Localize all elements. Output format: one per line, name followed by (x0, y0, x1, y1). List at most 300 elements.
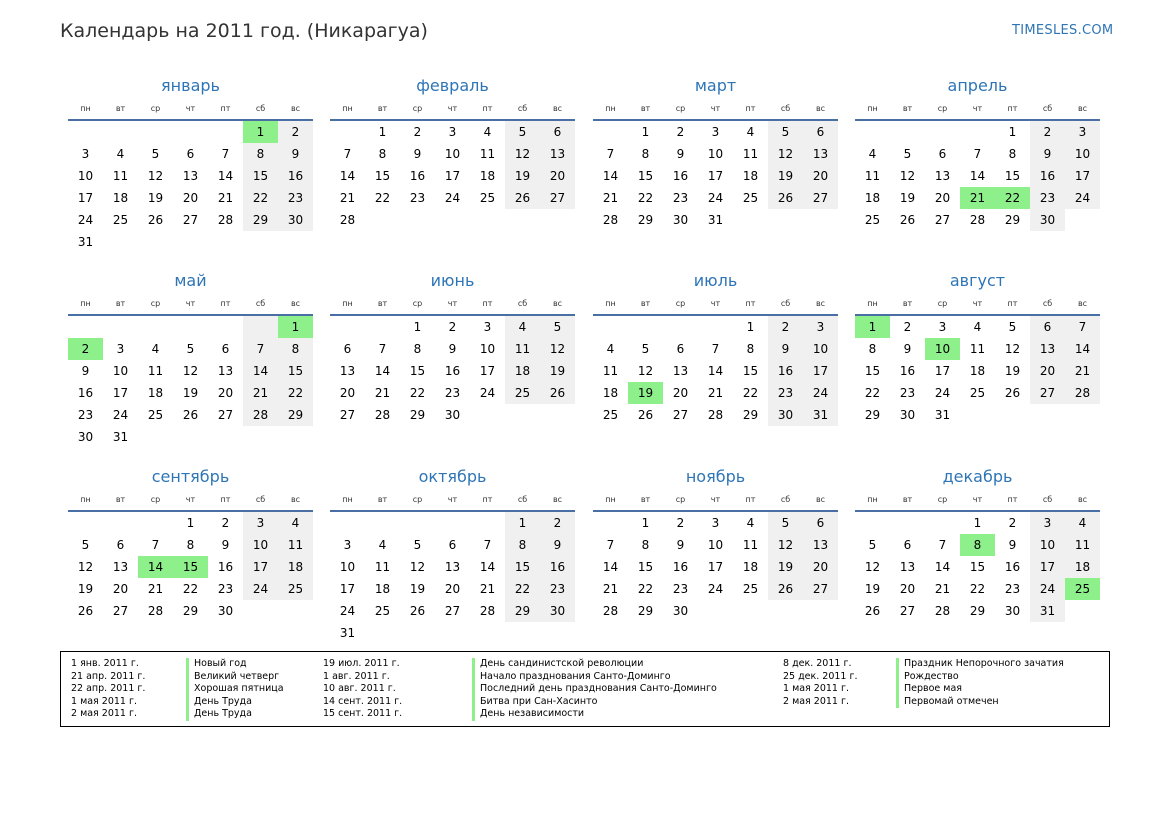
month-7 (593, 270, 838, 426)
day-cell: 14 (479, 560, 496, 574)
day-cell: 13 (1030, 338, 1065, 360)
day-cell: 9 (81, 364, 90, 378)
weekday-label: чт (710, 298, 721, 308)
weekday-label: пт (745, 494, 756, 504)
day-cell: 4 (1065, 512, 1100, 534)
day-cell: 20 (899, 582, 916, 596)
day-cell: 3 (711, 516, 720, 530)
legend-item (783, 683, 1103, 696)
day-cell: 3 (448, 125, 457, 139)
legend-item (71, 696, 321, 709)
weekday-label: пн (342, 103, 353, 113)
day-cell: 12 (505, 143, 540, 165)
legend-date: 2 мая 2011 г. (783, 695, 849, 707)
day-cell: 1 (746, 320, 755, 334)
day-cell: 25 (147, 408, 164, 422)
day-cell: 9 (413, 147, 422, 161)
day-cell: 25 (112, 213, 129, 227)
empty-cell (103, 316, 138, 338)
empty-cell (138, 316, 173, 338)
weekday-label: сб (780, 298, 791, 308)
day-cell: 7 (1065, 316, 1100, 338)
day-cell: 31 (339, 626, 356, 640)
day-cell: 13 (217, 364, 234, 378)
day-cell: 2 (1030, 121, 1065, 143)
day-cell: 3 (343, 538, 352, 552)
day-cell: 23 (1004, 582, 1021, 596)
day-cell: 27 (1030, 382, 1065, 404)
day-cell: 15 (1004, 169, 1021, 183)
day-cell: 22 (505, 578, 540, 600)
weekday-label: сб (255, 494, 266, 504)
day-cell: 11 (374, 560, 391, 574)
legend-date: 2 мая 2011 г. (71, 708, 137, 719)
day-cell: 27 (112, 604, 129, 618)
day-cell: 29 (742, 408, 759, 422)
day-cell: 17 (479, 364, 496, 378)
weekday-label: ср (412, 494, 423, 504)
day-cell: 6 (938, 147, 947, 161)
day-cell: 5 (903, 147, 912, 161)
empty-cell (208, 121, 243, 143)
day-cell: 8 (641, 147, 650, 161)
weekday-label: чт (447, 103, 458, 113)
month-name: февраль (416, 76, 489, 95)
day-cell: 7 (343, 147, 352, 161)
day-cell: 30 (672, 604, 689, 618)
day-cell: 10 (1030, 534, 1065, 556)
legend-holiday-name: День сандинистской революции (472, 658, 643, 671)
day-cell: 26 (409, 604, 426, 618)
legend-holiday-name: Первомай отмечен (896, 696, 999, 709)
day-cell: 10 (479, 342, 496, 356)
day-cell: 19 (505, 165, 540, 187)
day-cell: 1 (855, 316, 890, 338)
legend-item (71, 671, 321, 684)
day-cell: 23 (768, 382, 803, 404)
day-cell: 23 (409, 191, 426, 205)
day-cell: 29 (278, 404, 313, 426)
empty-cell (925, 121, 960, 143)
empty-cell (208, 426, 243, 448)
day-cell: 17 (77, 191, 94, 205)
day-cell: 11 (864, 169, 881, 183)
day-cell: 16 (672, 560, 689, 574)
empty-cell (593, 512, 628, 534)
day-cell: 31 (77, 235, 94, 249)
empty-cell (138, 121, 173, 143)
day-cell: 7 (378, 342, 387, 356)
empty-cell (243, 231, 278, 253)
day-cell: 3 (711, 125, 720, 139)
day-cell: 8 (505, 534, 540, 556)
legend-date: 1 янв. 2011 г. (71, 658, 139, 669)
day-cell: 27 (182, 213, 199, 227)
day-cell: 27 (217, 408, 234, 422)
day-cell: 26 (77, 604, 94, 618)
weekday-label: пн (80, 298, 91, 308)
day-cell: 6 (903, 538, 912, 552)
day-grid (68, 316, 313, 448)
day-cell: 5 (505, 121, 540, 143)
day-cell: 19 (628, 382, 663, 404)
day-cell: 12 (409, 560, 426, 574)
legend-item (71, 683, 321, 696)
page-title: Календарь на 2011 год. (Никарагуа) (60, 20, 428, 42)
day-cell: 2 (903, 320, 912, 334)
day-cell: 27 (540, 187, 575, 209)
day-cell: 9 (676, 147, 685, 161)
day-grid (68, 121, 313, 253)
month-name: июнь (430, 271, 475, 290)
day-cell: 4 (116, 147, 125, 161)
legend-item (71, 658, 321, 671)
day-cell: 29 (637, 213, 654, 227)
month-name: июль (693, 271, 738, 290)
day-cell: 26 (540, 382, 575, 404)
empty-cell (803, 209, 838, 231)
day-cell: 18 (147, 386, 164, 400)
day-cell: 8 (186, 538, 195, 552)
day-cell: 21 (707, 386, 724, 400)
weekday-label: вт (377, 103, 388, 113)
day-cell: 28 (217, 213, 234, 227)
day-cell: 1 (1008, 125, 1017, 139)
day-cell: 24 (707, 582, 724, 596)
day-cell: 12 (768, 143, 803, 165)
day-cell: 8 (278, 338, 313, 360)
legend-holiday-name: Последний день празднования Санто-Доминго (472, 683, 717, 696)
day-cell: 2 (278, 121, 313, 143)
empty-cell (435, 209, 470, 231)
empty-cell (278, 426, 313, 448)
day-cell: 5 (413, 538, 422, 552)
day-cell: 19 (409, 582, 426, 596)
day-cell: 25 (479, 191, 496, 205)
day-cell: 1 (641, 125, 650, 139)
day-cell: 12 (540, 338, 575, 360)
day-cell: 11 (969, 342, 986, 356)
empty-cell (733, 600, 768, 622)
day-cell: 6 (448, 538, 457, 552)
weekday-label: пт (482, 494, 493, 504)
weekday-header (855, 97, 1100, 121)
month-name: март (694, 76, 737, 95)
day-cell: 28 (1065, 382, 1100, 404)
day-cell: 1 (186, 516, 195, 530)
day-cell: 29 (1004, 213, 1021, 227)
day-cell: 8 (641, 538, 650, 552)
day-cell: 16 (1004, 560, 1021, 574)
day-cell: 16 (768, 360, 803, 382)
day-cell: 6 (803, 121, 838, 143)
site-link[interactable]: TIMESLES.COM (1012, 23, 1114, 38)
weekday-label: пн (342, 298, 353, 308)
day-cell: 3 (803, 316, 838, 338)
day-cell: 23 (444, 386, 461, 400)
weekday-label: пт (482, 103, 493, 113)
day-grid (593, 512, 838, 622)
day-cell: 7 (711, 342, 720, 356)
weekday-label: пн (867, 298, 878, 308)
day-cell: 16 (444, 364, 461, 378)
empty-cell (138, 231, 173, 253)
month-name: август (949, 271, 1006, 290)
legend-holiday-name: Хорошая пятница (186, 683, 284, 696)
day-cell: 17 (803, 360, 838, 382)
weekday-header (68, 488, 313, 512)
legend-holiday-name: Новый год (186, 658, 247, 671)
day-cell: 18 (374, 582, 391, 596)
empty-cell (365, 316, 400, 338)
empty-cell (470, 622, 505, 644)
day-grid (855, 512, 1100, 622)
weekday-label: пт (1007, 298, 1018, 308)
day-cell: 16 (278, 165, 313, 187)
day-cell: 18 (479, 169, 496, 183)
day-cell: 10 (112, 364, 129, 378)
month-9 (68, 466, 313, 622)
empty-cell (365, 512, 400, 534)
day-cell: 14 (707, 364, 724, 378)
day-cell: 20 (112, 582, 129, 596)
day-cell: 24 (444, 191, 461, 205)
weekday-header (68, 97, 313, 121)
legend-column (783, 658, 1103, 708)
weekday-label: сб (1042, 298, 1053, 308)
day-cell: 10 (707, 147, 724, 161)
empty-cell (435, 512, 470, 534)
day-cell: 21 (602, 582, 619, 596)
weekday-header (855, 292, 1100, 316)
day-cell: 10 (444, 147, 461, 161)
weekday-label: ср (675, 298, 686, 308)
day-cell: 22 (864, 386, 881, 400)
day-cell: 13 (444, 560, 461, 574)
day-cell: 17 (707, 169, 724, 183)
day-cell: 10 (925, 338, 960, 360)
day-cell: 16 (672, 169, 689, 183)
weekday-header (330, 488, 575, 512)
day-cell: 28 (339, 213, 356, 227)
day-cell: 16 (1030, 165, 1065, 187)
legend-item (323, 696, 723, 709)
empty-cell (278, 231, 313, 253)
day-cell: 21 (602, 191, 619, 205)
day-cell: 11 (479, 147, 496, 161)
day-cell: 13 (803, 534, 838, 556)
day-cell: 14 (1065, 338, 1100, 360)
empty-cell (138, 512, 173, 534)
weekday-label: сб (255, 298, 266, 308)
day-cell: 14 (602, 560, 619, 574)
day-cell: 31 (934, 408, 951, 422)
day-cell: 9 (768, 338, 803, 360)
empty-cell (995, 404, 1030, 426)
day-cell: 20 (1030, 360, 1065, 382)
legend-date: 8 дек. 2011 г. (783, 658, 852, 669)
month-5 (68, 270, 313, 448)
weekday-label: пн (605, 494, 616, 504)
day-cell: 5 (868, 538, 877, 552)
empty-cell (698, 600, 733, 622)
day-cell: 14 (602, 169, 619, 183)
day-cell: 20 (934, 191, 951, 205)
empty-cell (540, 404, 575, 426)
legend-holiday-name: День Труда (186, 696, 252, 709)
empty-cell (890, 512, 925, 534)
weekday-label: вт (377, 298, 388, 308)
day-cell: 19 (864, 582, 881, 596)
day-cell: 13 (672, 364, 689, 378)
empty-cell (855, 512, 890, 534)
day-cell: 28 (374, 408, 391, 422)
day-cell: 20 (339, 386, 356, 400)
month-11 (593, 466, 838, 622)
legend-date: 22 апр. 2011 г. (71, 683, 146, 694)
month-name: май (174, 271, 207, 290)
day-cell: 5 (1008, 320, 1017, 334)
weekday-label: пт (482, 298, 493, 308)
day-cell: 24 (803, 382, 838, 404)
day-cell: 4 (606, 342, 615, 356)
day-cell: 14 (934, 560, 951, 574)
weekday-label: пн (605, 103, 616, 113)
empty-cell (330, 316, 365, 338)
day-cell: 10 (803, 338, 838, 360)
day-cell: 12 (768, 534, 803, 556)
day-cell: 4 (746, 516, 755, 530)
day-cell: 17 (339, 582, 356, 596)
day-cell: 15 (864, 364, 881, 378)
empty-cell (960, 404, 995, 426)
day-cell: 30 (1004, 604, 1021, 618)
weekday-header (330, 97, 575, 121)
empty-cell (593, 121, 628, 143)
weekday-label: пн (605, 298, 616, 308)
empty-cell (330, 512, 365, 534)
day-cell: 21 (479, 582, 496, 596)
day-cell: 24 (112, 408, 129, 422)
day-cell: 30 (899, 408, 916, 422)
day-cell: 29 (969, 604, 986, 618)
day-cell: 17 (112, 386, 129, 400)
day-cell: 27 (444, 604, 461, 618)
empty-cell (540, 209, 575, 231)
weekday-label: чт (710, 103, 721, 113)
empty-cell (470, 512, 505, 534)
day-cell: 29 (243, 209, 278, 231)
day-cell: 2 (540, 512, 575, 534)
empty-cell (1065, 600, 1100, 622)
day-cell: 10 (243, 534, 278, 556)
empty-cell (68, 316, 103, 338)
day-cell: 22 (243, 187, 278, 209)
weekday-label: вт (902, 494, 913, 504)
day-cell: 3 (81, 147, 90, 161)
day-cell: 28 (147, 604, 164, 618)
weekday-label: вт (377, 494, 388, 504)
weekday-label: пт (1007, 494, 1018, 504)
day-cell: 29 (505, 600, 540, 622)
day-cell: 9 (278, 143, 313, 165)
day-cell: 13 (182, 169, 199, 183)
day-cell: 17 (707, 560, 724, 574)
day-cell: 11 (505, 338, 540, 360)
day-cell: 15 (969, 560, 986, 574)
empty-cell (243, 426, 278, 448)
legend-item (323, 708, 723, 721)
weekday-label: пт (220, 494, 231, 504)
day-cell: 30 (278, 209, 313, 231)
empty-cell (733, 209, 768, 231)
day-cell: 10 (1065, 143, 1100, 165)
day-cell: 15 (374, 169, 391, 183)
day-cell: 6 (676, 342, 685, 356)
legend-item (783, 658, 1103, 671)
day-cell: 28 (707, 408, 724, 422)
day-cell: 19 (540, 360, 575, 382)
day-cell: 1 (413, 320, 422, 334)
day-cell: 23 (217, 582, 234, 596)
weekday-label: пт (745, 298, 756, 308)
day-cell: 27 (934, 213, 951, 227)
day-cell: 1 (641, 516, 650, 530)
weekday-label: вс (290, 494, 301, 504)
day-cell: 4 (505, 316, 540, 338)
day-cell: 24 (934, 386, 951, 400)
day-cell: 7 (483, 538, 492, 552)
empty-cell (960, 121, 995, 143)
day-cell: 26 (182, 408, 199, 422)
day-cell: 2 (221, 516, 230, 530)
month-name: ноябрь (685, 467, 746, 486)
legend-date: 14 сент. 2011 г. (323, 695, 403, 707)
holiday-legend (60, 651, 1110, 727)
day-cell: 22 (637, 191, 654, 205)
weekday-label: пн (342, 494, 353, 504)
day-cell: 21 (374, 386, 391, 400)
day-cell: 27 (899, 604, 916, 618)
weekday-label: пт (745, 103, 756, 113)
weekday-label: чт (185, 494, 196, 504)
day-cell: 4 (746, 125, 755, 139)
day-cell: 6 (116, 538, 125, 552)
day-cell: 23 (672, 582, 689, 596)
weekday-header (593, 488, 838, 512)
day-cell: 2 (768, 316, 803, 338)
day-cell: 12 (147, 169, 164, 183)
day-cell: 6 (540, 121, 575, 143)
month-10 (330, 466, 575, 644)
empty-cell (470, 209, 505, 231)
day-cell: 9 (448, 342, 457, 356)
day-cell: 7 (973, 147, 982, 161)
month-3 (593, 75, 838, 231)
weekday-label: ср (675, 494, 686, 504)
weekday-label: вс (1077, 103, 1088, 113)
empty-cell (768, 600, 803, 622)
day-cell: 5 (768, 512, 803, 534)
day-cell: 7 (606, 147, 615, 161)
day-cell: 29 (637, 604, 654, 618)
legend-holiday-name: Праздник Непорочного зачатия (896, 658, 1064, 671)
weekday-label: ср (150, 298, 161, 308)
day-cell: 7 (221, 147, 230, 161)
day-cell: 15 (409, 364, 426, 378)
weekday-label: вс (1077, 494, 1088, 504)
day-cell: 5 (81, 538, 90, 552)
